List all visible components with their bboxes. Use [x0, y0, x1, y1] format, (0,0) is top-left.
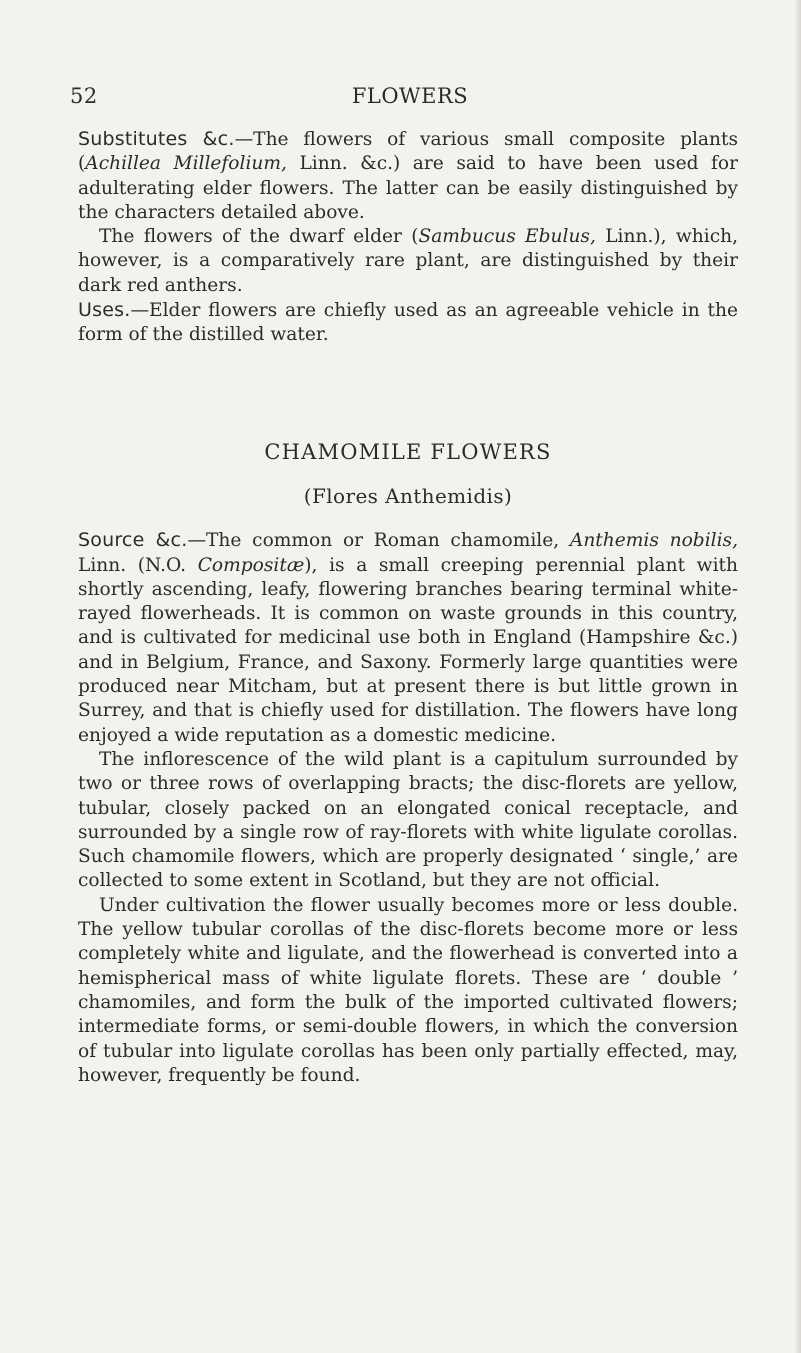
page-body — [78, 127, 738, 1088]
substitutes-latin-name: Achillea Millefolium, — [85, 153, 287, 175]
substitutes-paragraph — [78, 127, 738, 225]
page-number: 52 — [70, 84, 98, 108]
uses-text: —Elder flowers are chiefly used as an agreeable vehicle in the form of the distilled water. — [78, 300, 738, 346]
running-title: FLOWERS — [351, 84, 469, 108]
page-edge-shadow — [794, 0, 801, 1353]
substitutes-text-1: —The flowers of various small composite plants ( — [78, 129, 738, 175]
substitutes-heading: Substitutes &c. — [78, 128, 235, 150]
source-latin-name: Anthemis nobilis, — [569, 530, 738, 552]
section-subtitle: (Flores Anthemidis) — [303, 483, 513, 508]
substitutes-text-2: Linn. &c.) are said to have been used for adulterating elder flowers. The latter can be easily distinguished by the characters detailed above. — [78, 153, 738, 223]
uses-heading: Uses. — [78, 299, 131, 322]
cultivation-paragraph: Under cultivation the flower usually becomes more or less double. The yellow tubular corollas of the disc-florets become more or less completely white and ligulate, and the flowerhead is converted into a hemispherical mass of white ligulate florets. These are ‘ double ’ chamomiles, and form the bulk of the imported cultivated flowers; intermediate forms, or semi-double flowers, in which the conversion of tubular into ligulate corollas has been only partially effected, may, however, frequently be found. — [78, 894, 738, 1086]
source-text-3: ), is a small creeping perennial plant with shortly ascending, leafy, flowering branches bearing terminal white-rayed flowerheads. It is common on waste grounds in this country, and is cultivated for medicinal use both in England (Hampshire &c.) and in Belgium, France, and Saxony. Formerly large quantities were produced near Mitcham, but at present there is but little grown in Surrey, and that is chiefly used for distillation. The flowers have long enjoyed a wide reputation as a domestic medicine. — [78, 554, 738, 746]
page-header — [70, 84, 750, 114]
dwarf-elder-latin-name: Sambucus Ebulus, — [418, 226, 596, 248]
dwarf-elder-text-2: Linn.), which, however, is a comparatively rare plant, are distinguished by their dark red anthers. — [78, 226, 738, 296]
dwarf-elder-text-1: The flowers of the dwarf elder ( — [99, 226, 419, 248]
inflorescence-paragraph: The inflorescence of the wild plant is a capitulum surrounded by two or three rows of overlapping bracts; the disc-florets are yellow, tubular, closely packed on an elongated conical receptacle, and surrounded by a single row of ray-florets with white ligulate corollas. Such chamomile flowers, which are properly designated ‘ single,’ are collected to some extent in Scotland, but they are not official. — [78, 748, 738, 892]
section-title: CHAMOMILE FLOWERS — [264, 439, 552, 464]
source-latin-order: Compositæ — [197, 554, 305, 576]
source-heading: Source &c. — [78, 529, 188, 552]
uses-paragraph — [78, 298, 738, 348]
source-text-1: —The common or Roman chamomile, — [187, 530, 570, 552]
source-paragraph — [78, 528, 738, 748]
source-text-2: Linn. (N.O. — [78, 554, 198, 576]
dwarf-elder-paragraph — [78, 225, 738, 298]
